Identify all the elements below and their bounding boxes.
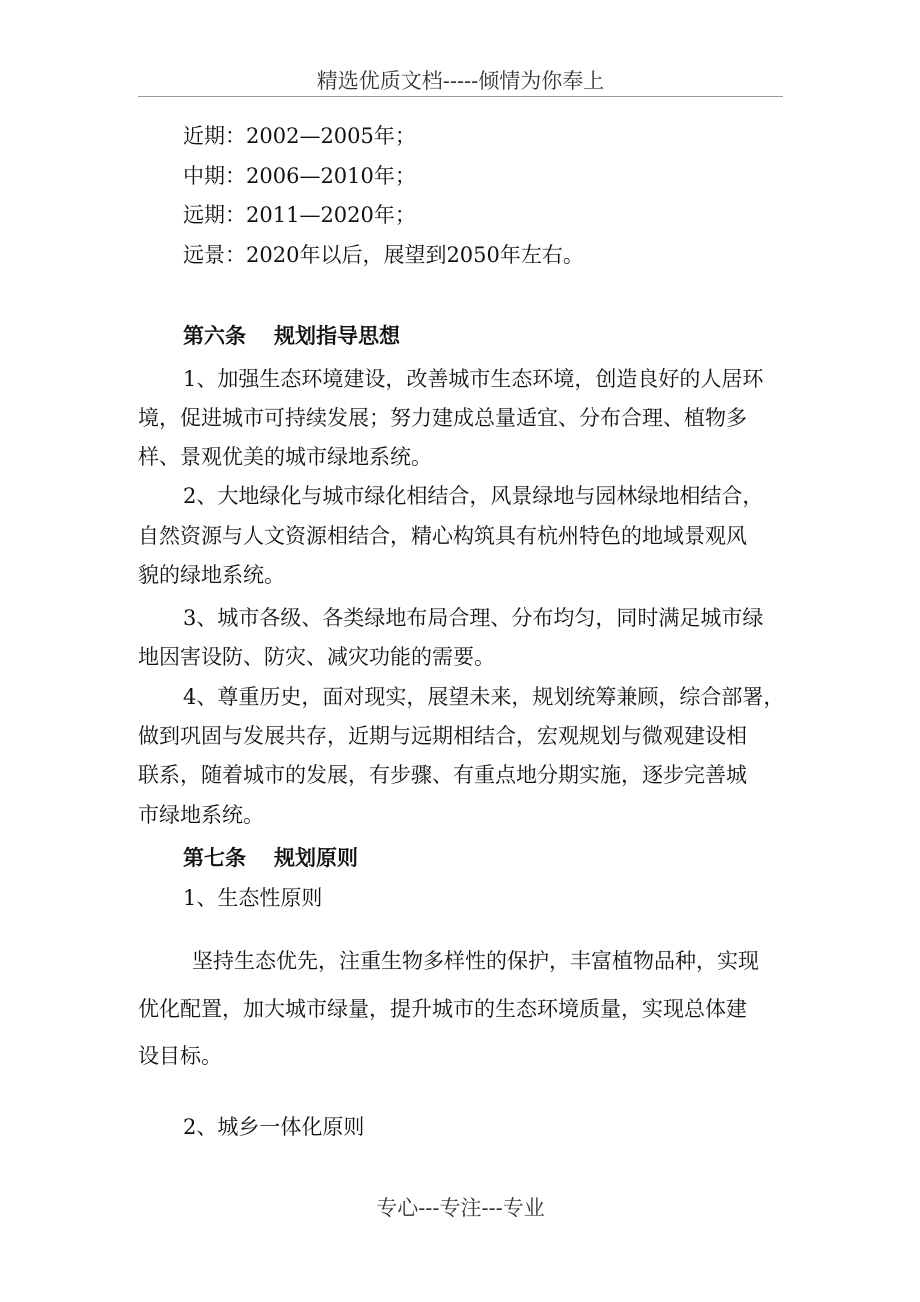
article-6-line: 1、加强生态环境建设，改善城市生态环境，创造良好的人居环: [183, 367, 764, 391]
period-far: 远期：2011—2020年；: [183, 203, 416, 227]
period-near: 近期：2002—2005年；: [183, 124, 416, 148]
principle-1-line: 设目标。: [138, 1044, 222, 1068]
article-6-line: 市绿地系统。: [138, 803, 264, 827]
article-6-line: 地因害设防、防灾、减灾功能的需要。: [138, 645, 495, 669]
principle-1-line: 优化配置，加大城市绿量，提升城市的生态环境质量，实现总体建: [138, 997, 747, 1021]
article-6-heading: [183, 321, 400, 351]
page-footer: 专心---专注---专业: [376, 1196, 545, 1220]
article-6-line: 做到巩固与发展共存，近期与远期相结合，宏观规划与微观建设相: [138, 724, 747, 748]
principle-1-title: 1、生态性原则: [183, 886, 323, 910]
period-mid: 中期：2006—2010年；: [183, 164, 416, 188]
article-7-title: 规划原则: [274, 845, 358, 870]
header-divider: [138, 96, 783, 97]
article-6-line: 样、景观优美的城市绿地系统。: [138, 445, 432, 469]
article-6-line: 3、城市各级、各类绿地布局合理、分布均匀，同时满足城市绿: [183, 606, 764, 630]
article-6-line: 境，促进城市可持续发展；努力建成总量适宜、分布合理、植物多: [138, 406, 747, 430]
article-6-title: 规划指导思想: [274, 323, 400, 348]
principle-1-line: 坚持生态优先，注重生物多样性的保护，丰富植物品种，实现: [192, 949, 759, 973]
article-6-line: 自然资源与人文资源相结合，精心构筑具有杭州特色的地域景观风: [138, 524, 747, 548]
article-6-line: 貌的绿地系统。: [138, 563, 285, 587]
principle-2-title: 2、城乡一体化原则: [183, 1115, 365, 1139]
period-vision: 远景：2020年以后，展望到2050年左右。: [183, 243, 584, 267]
article-6-number: 第六条: [183, 323, 246, 348]
article-7-heading: [183, 843, 358, 873]
article-6-line: 2、大地绿化与城市绿化相结合，风景绿地与园林绿地相结合，: [183, 484, 764, 508]
page-header: 精选优质文档-----倾情为你奉上: [316, 69, 605, 93]
article-6-line: 4、尊重历史，面对现实，展望未来，规划统筹兼顾，综合部署，: [183, 685, 785, 709]
article-7-number: 第七条: [183, 845, 246, 870]
article-6-line: 联系，随着城市的发展，有步骤、有重点地分期实施，逐步完善城: [138, 763, 747, 787]
